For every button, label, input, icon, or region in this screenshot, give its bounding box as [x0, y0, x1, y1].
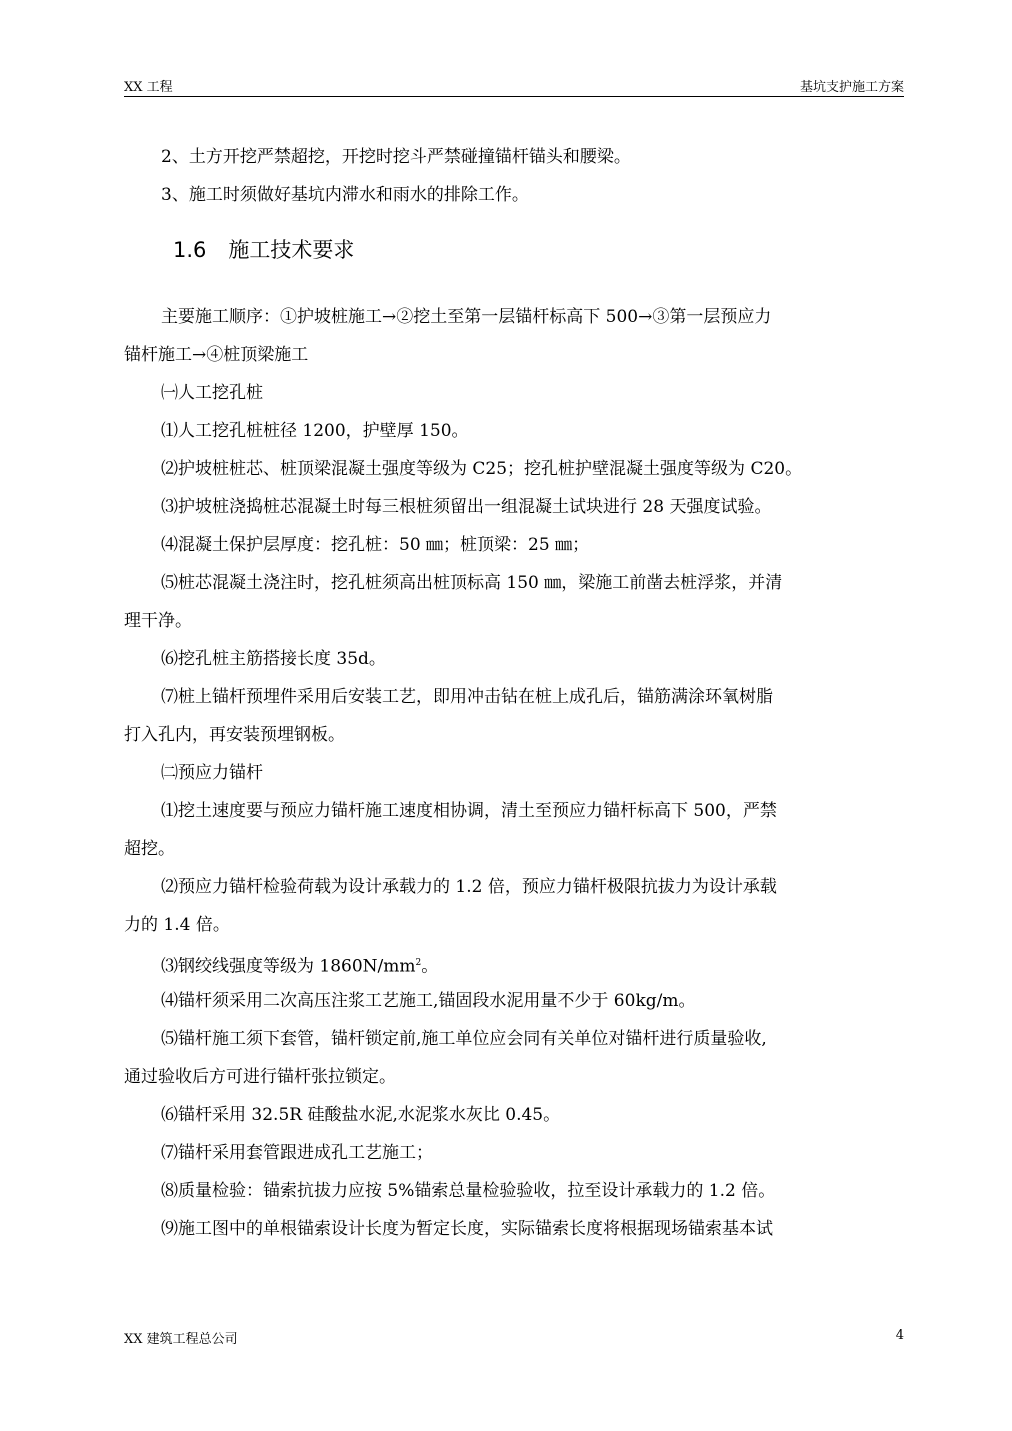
part2-item-6: ⑹锚杆采用 32.5R 硅酸盐水泥,水泥浆水灰比 0.45。 — [161, 1105, 561, 1125]
part2-item-3-text: ⑶钢绞线强度等级为 1860N/mm — [161, 956, 416, 977]
part2-item-2-cont: 力的 1.4 倍。 — [124, 915, 230, 935]
page-body — [124, 138, 904, 1248]
sequence-line-1: 主要施工顺序：①护坡桩施工→②挖土至第一层锚杆标高下 500→③第一层预应力 — [161, 307, 772, 327]
header-project-name: XX 工程 — [124, 80, 173, 95]
part2-item-5: ⑸锚杆施工须下套管，锚杆锁定前,施工单位应会同有关单位对锚杆进行质量验收, — [161, 1029, 767, 1049]
page-header — [124, 76, 904, 97]
page-number: 4 — [895, 1328, 904, 1343]
part1-item-2: ⑵护坡桩桩芯、桩顶梁混凝土强度等级为 C25；挖孔桩护壁混凝土强度等级为 C20。 — [161, 459, 803, 479]
part1-item-6: ⑹挖孔桩主筋搭接长度 35d。 — [161, 649, 386, 669]
section-number: 1.6 — [173, 238, 207, 262]
part1-item-5: ⑸桩芯混凝土浇注时，挖孔桩须高出桩顶标高 150 ㎜，梁施工前凿去桩浮浆，并清 — [161, 573, 783, 593]
part2-item-5-cont: 通过验收后方可进行锚杆张拉锁定。 — [124, 1067, 396, 1087]
intro-paragraph-3: 3、施工时须做好基坑内滞水和雨水的排除工作。 — [161, 185, 529, 205]
sequence-line-2: 锚杆施工→④桩顶梁施工 — [124, 345, 309, 365]
part1-title: ㈠人工挖孔桩 — [161, 383, 263, 403]
part1-item-4: ⑷混凝土保护层厚度：挖孔桩：50 ㎜；桩顶梁：25 ㎜； — [161, 535, 590, 555]
part1-item-5-cont: 理干净。 — [124, 611, 192, 631]
part2-item-2: ⑵预应力锚杆检验荷载为设计承载力的 1.2 倍，预应力锚杆极限抗拔力为设计承载 — [161, 877, 777, 897]
part2-title: ㈡预应力锚杆 — [161, 763, 263, 783]
part1-item-3: ⑶护坡桩浇捣桩芯混凝土时每三根桩须留出一组混凝土试块进行 28 天强度试验。 — [161, 497, 772, 517]
part2-item-1-cont: 超挖。 — [124, 839, 175, 859]
superscript-2: 2 — [415, 958, 422, 968]
section-heading — [124, 224, 904, 276]
part2-item-1: ⑴挖土速度要与预应力锚杆施工速度相协调，清土至预应力锚杆标高下 500，严禁 — [161, 801, 777, 821]
part2-item-4: ⑷锚杆须采用二次高压注浆工艺施工,锚固段水泥用量不少于 60kg/m。 — [161, 991, 696, 1011]
part2-item-7: ⑺锚杆采用套管跟进成孔工艺施工； — [161, 1143, 433, 1163]
part2-item-8: ⑻质量检验：锚索抗拔力应按 5%锚索总量检验验收，拉至设计承载力的 1.2 倍。 — [161, 1181, 776, 1201]
part2-item-3 — [124, 944, 904, 982]
header-document-title: 基坑支护施工方案 — [799, 80, 904, 95]
part1-item-7: ⑺桩上锚杆预埋件采用后安装工艺，即用冲击钻在桩上成孔后，锚筋满涂环氧树脂 — [161, 687, 773, 707]
footer-company: XX 建筑工程总公司 — [124, 1332, 238, 1347]
part1-item-1: ⑴人工挖孔桩桩径 1200，护壁厚 150。 — [161, 421, 469, 441]
intro-paragraph-2: 2、土方开挖严禁超挖，开挖时挖斗严禁碰撞锚杆锚头和腰梁。 — [161, 147, 631, 167]
section-title: 施工技术要求 — [228, 238, 355, 262]
part2-item-3-end: 。 — [421, 956, 439, 977]
part2-item-9: ⑼施工图中的单根锚索设计长度为暂定长度，实际锚索长度将根据现场锚索基本试 — [161, 1219, 773, 1239]
part1-item-7-cont: 打入孔内，再安装预埋钢板。 — [124, 725, 345, 745]
